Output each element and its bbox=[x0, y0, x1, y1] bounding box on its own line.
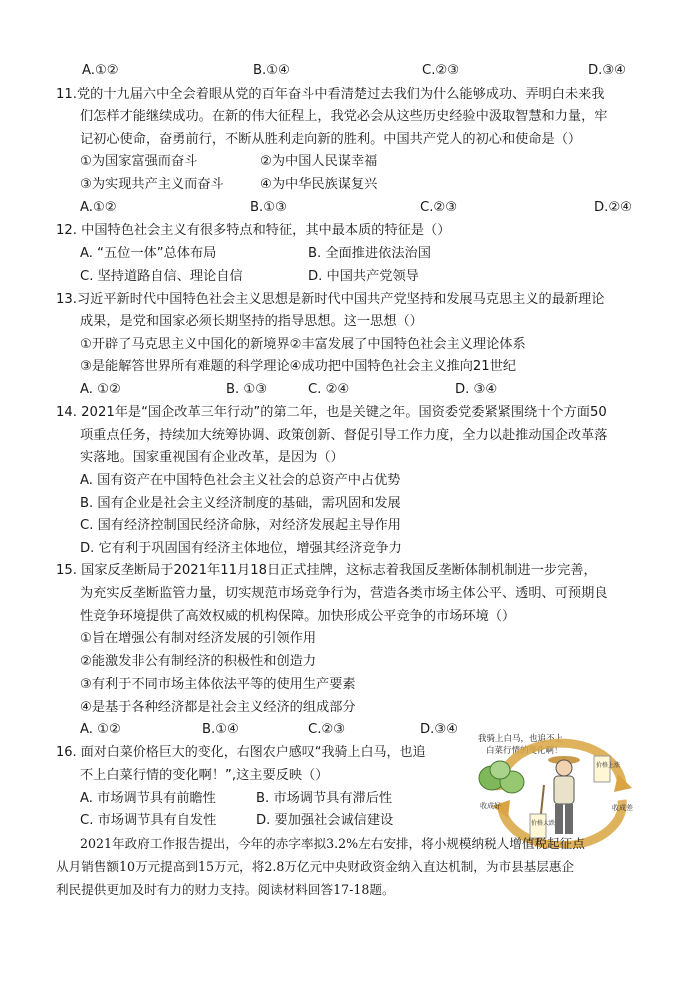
q10-option-d: D.③④ bbox=[588, 63, 626, 78]
q10-option-c: C.②③ bbox=[422, 63, 460, 78]
q16-option-b: B. 市场调节具有滞后性 bbox=[256, 791, 393, 806]
q12-option-c: C. 坚持道路自信、理论自信 bbox=[80, 269, 243, 284]
farmer-shirt bbox=[554, 776, 574, 804]
q10-option-b: B.①④ bbox=[253, 63, 290, 78]
q11-item-1: ①为国家富强而奋斗 bbox=[80, 154, 198, 169]
label-price-up: 价格上涨 bbox=[596, 762, 621, 769]
q15-stem-line-1: 15. 国家反垄断局于2021年11月18日正式挂牌，这标志着我国反垄断体制机制进一步完善， bbox=[56, 563, 597, 578]
label-good-harvest: 收成好 bbox=[480, 802, 501, 810]
cartoon-drawing bbox=[472, 730, 652, 848]
q11-option-c: C.②③ bbox=[420, 200, 458, 215]
q15-stem-line-3: 性竞争环境提供了高效权威的机构保障。加快形成公平竞争的市场环境（） bbox=[80, 609, 516, 624]
material-line-1: 2021年政府工作报告提出，今年的赤字率拟3.2%左右安排，将小规模纳税人增值税起征点 bbox=[80, 836, 585, 851]
q15-option-d: D.③④ bbox=[420, 722, 458, 737]
label-price-down: 价格大跌 bbox=[531, 820, 556, 827]
farmer-leg-right bbox=[565, 804, 573, 834]
cabbage-icon bbox=[490, 761, 510, 779]
q15-option-c: C.②③ bbox=[308, 722, 346, 737]
q13-option-b: B. ①③ bbox=[226, 382, 268, 397]
q14-stem-line-3: 实落地。国家重视国有企业改革，是因为（） bbox=[80, 450, 344, 465]
farmer-leg-left bbox=[555, 804, 563, 834]
q11-stem-line-2: 们怎样才能继续成功。在新的伟大征程上，我党必会从这些历史经验中汲取智慧和力量，牢 bbox=[80, 109, 608, 124]
q13-option-d: D. ③④ bbox=[455, 382, 498, 397]
q14-option-d: D. 它有利于巩固国有经济主体地位，增强其经济竞争力 bbox=[80, 541, 402, 556]
q11-item-2: ②为中国人民谋幸福 bbox=[260, 154, 378, 169]
q12-option-a: A. “五位一体”总体布局 bbox=[80, 246, 217, 261]
q14-stem-line-2: 项重点任务，持续加大统筹协调、政策创新、督促引导工作力度，全力以赴推动国企改革落 bbox=[80, 428, 608, 443]
q13-stem-line-1: 13.习近平新时代中国特色社会主义思想是新时代中国共产党坚持和发展马克思主义的最新理论 bbox=[56, 292, 605, 307]
q13-items-line-2: ③是能解答世界所有难题的科学理论④成功把中国特色社会主义推向21世纪 bbox=[80, 359, 517, 374]
q11-option-a: A.①② bbox=[80, 200, 117, 215]
q11-stem-line-1: 11.党的十九届六中全会着眼从党的百年奋斗中看清楚过去我们为什么能够成功、弄明白未来我 bbox=[56, 87, 605, 102]
q13-option-c: C. ②④ bbox=[308, 382, 350, 397]
farmer-head bbox=[556, 760, 572, 776]
q14-option-b: B. 国有企业是社会主义经济制度的基础，需巩固和发展 bbox=[80, 496, 401, 511]
q15-stem-line-2: 为充实反垄断监管力量，切实规范市场竞争行为，营造各类市场主体公平、透明、可预期良 bbox=[80, 586, 608, 601]
q15-option-b: B.①④ bbox=[202, 722, 239, 737]
cartoon-speech-line-2: 白菜行情的变化啊！ bbox=[486, 746, 563, 756]
q16-stem-line-2: 不上白菜行情的变化啊！”,这主要反映（） bbox=[80, 768, 329, 783]
q14-option-a: A. 国有资产在中国特色社会主义社会的总资产中占优势 bbox=[80, 473, 401, 488]
q12-option-b: B. 全面推进依法治国 bbox=[308, 246, 431, 261]
q13-stem-line-2: 成果，是党和国家必须长期坚持的指导思想。这一思想（） bbox=[80, 314, 423, 329]
q10-option-a: A.①② bbox=[82, 63, 119, 78]
q12-option-d: D. 中国共产党领导 bbox=[308, 269, 419, 284]
q16-option-c: C. 市场调节具有自发性 bbox=[80, 813, 217, 828]
q16-option-a: A. 市场调节具有前瞻性 bbox=[80, 791, 216, 806]
q13-items-line-1: ①开辟了马克思主义中国化的新境界②丰富发展了中国特色社会主义理论体系 bbox=[80, 337, 526, 352]
q15-item-3: ③有利于不同市场主体依法平等的使用生产要素 bbox=[80, 677, 356, 692]
label-poor-harvest: 收成差 bbox=[612, 804, 633, 812]
cabbage-farmer-cartoon bbox=[472, 730, 652, 848]
q13-option-a: A. ①② bbox=[80, 382, 121, 397]
cartoon-speech-line-1: 我骑上白马，也追不上 bbox=[478, 734, 564, 744]
q12-stem: 12. 中国特色社会主义有很多特点和特征，其中最本质的特征是（） bbox=[56, 223, 451, 238]
q14-option-c: C. 国有经济控制国民经济命脉，对经济发展起主导作用 bbox=[80, 518, 401, 533]
material-line-2: 从月销售额10万元提高到15万元，将2.8万亿元中央财政资金纳入直达机制，为市县基层惠企 bbox=[56, 859, 575, 874]
q15-item-4: ④是基于各种经济都是社会主义经济的组成部分 bbox=[80, 700, 356, 715]
material-line-3: 利民提供更加及时有力的财力支持。阅读材料回答17-18题。 bbox=[56, 882, 395, 897]
q11-option-b: B.①③ bbox=[250, 200, 287, 215]
q11-stem-line-3: 记初心使命，奋勇前行，不断从胜利走向新的胜利。中国共产党人的初心和使命是（） bbox=[80, 132, 582, 147]
q11-item-3: ③为实现共产主义而奋斗 bbox=[80, 177, 224, 192]
price-up-tag bbox=[594, 756, 610, 782]
q11-option-d: D.②④ bbox=[594, 200, 632, 215]
q14-stem-line-1: 14. 2021年是“国企改革三年行动”的第二年，也是关键之年。国资委党委紧紧围绕十个方面50 bbox=[56, 405, 607, 420]
q15-item-1: ①旨在增强公有制对经济发展的引领作用 bbox=[80, 631, 317, 646]
q16-option-d: D. 要加强社会诚信建设 bbox=[256, 813, 394, 828]
q11-item-4: ④为中华民族谋复兴 bbox=[260, 177, 378, 192]
q15-option-a: A. ①② bbox=[80, 722, 121, 737]
q15-item-2: ②能激发非公有制经济的积极性和创造力 bbox=[80, 654, 317, 669]
q16-stem-line-1: 16. 面对白菜价格巨大的变化，右图农户感叹“我骑上白马，也追 bbox=[56, 745, 426, 760]
